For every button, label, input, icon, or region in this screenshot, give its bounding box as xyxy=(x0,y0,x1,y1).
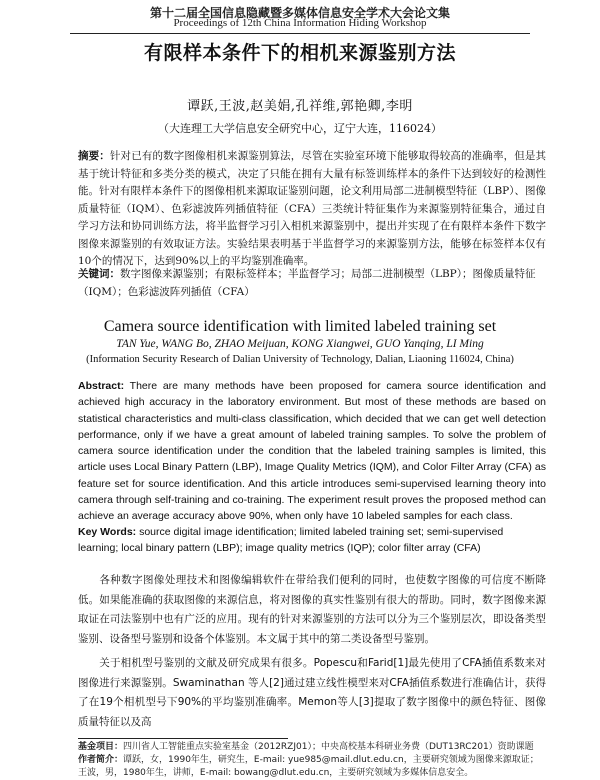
header-rule xyxy=(70,33,530,34)
abstract-en-text: There are many methods have been proposed for camera source identification and achieved high accuracy in the laboratory environment. But most of these methods are based on statistical characteristics and multi-class classification, which decided that we can get well detection performance, only if we have a great amount of labeled training samples. To solve the problem of camera source identification under the condition that the labeled training samples is limited, this article uses Local Binary Pattern (LBP), Image Quality Metrics (IQM), and Color Filter Array (CFA) as feature set for source identification. And this article introduces semi-supervised learning theory into camera through self-training and co-training. The experiment result proves the proposed method can achieve an average accuracy above 90%, when only have 10 labeled samples for each class. xyxy=(78,380,546,523)
keywords-cn-label: 关键词： xyxy=(78,268,120,280)
body-paragraph-2 xyxy=(78,654,546,732)
footnote-rule xyxy=(78,738,288,739)
footnote-author-label: 作者简介： xyxy=(78,755,124,765)
abstract-en-label: Abstract: xyxy=(78,380,125,392)
body-paragraph-1 xyxy=(78,571,546,649)
footnote-fund xyxy=(78,741,546,754)
footnote-fund-label: 基金项目： xyxy=(78,742,124,752)
running-header-en: Proceedings of 12th China Information Hiding Workshop xyxy=(173,17,427,29)
keywords-en-label: Key Words: xyxy=(78,526,137,538)
abstract-cn-label: 摘要： xyxy=(78,150,110,162)
paper-title-cn: 有限样本条件下的相机来源鉴别方法 xyxy=(143,42,456,64)
footnote-author-text: 谭跃，女，1990年生，研究生，E-mail: yue985@mail.dlut.edu.cn，主要研究领域为图像来源取证；王波，男，1980年生，讲师，E-mail: bowang@dlut.edu.cn，主要研究领域为多媒体信息安全。 xyxy=(78,755,539,778)
running-header-cn: 第十二届全国信息隐藏暨多媒体信息安全学术大会论文集 xyxy=(149,6,450,20)
body-paragraph-2-text: 关于相机型号鉴别的文献及研究成果有很多。Popescu和Farid[1]最先使用了CFA插值系数来对图像进行来源鉴别。Swaminathan 等人[2]通过建立线性模型来对CFA插值系数进行准确估计，获得了在19个相机型号下90%的平均鉴别准确率。Memon等人[3]提取了数字图像中的颜色特征、图像质量特征以及高 xyxy=(78,657,546,728)
affiliation-cn: （大连理工大学信息安全研究中心，辽宁大连，116024） xyxy=(158,122,442,135)
paper-title-en: Camera source identification with limited labeled training set xyxy=(103,318,497,335)
authors-cn: 谭跃,王波,赵美娟,孔祥维,郭艳卿,李明 xyxy=(187,99,413,114)
keywords-en xyxy=(78,524,546,557)
keywords-cn-text: 数字图像来源鉴别；有限标签样本；半监督学习；局部二进制模型（LBP）；图像质量特征（IQM）；色彩滤波阵列插值（CFA） xyxy=(78,268,536,298)
abstract-en xyxy=(78,378,546,525)
keywords-cn xyxy=(78,266,546,301)
authors-en: TAN Yue, WANG Bo, ZHAO Meijuan, KONG Xiangwei, GUO Yanqing, LI Ming xyxy=(116,338,484,350)
footnote xyxy=(78,741,546,780)
keywords-en-text: source digital image identification; limited labeled training set; semi-supervised learning; local binary pattern (LBP); image quality metrics (IQP); color filter array (CFA) xyxy=(78,526,504,555)
abstract-cn-text: 针对已有的数字图像相机来源鉴别算法，尽管在实验室环境下能够取得较高的准确率，但是其基于统计特征和多类分类的模式，决定了只能在拥有大量有标签训练样本的条件下达到较好的检测性能。针对有限样本条件下的图像相机来源取证鉴别问题，论文利用局部二进制模型特征（LBP）、图像质量特征（IQM）、色彩滤波阵列插值特征（CFA）三类统计特征集作为来源鉴别特征集合，通过自学习方法和协同训练方法，将半监督学习引入相机来源鉴别中，提出并实现了在有限样本条件下数字图像来源鉴别的有效取证方法。实验结果表明基于半监督学习的来源鉴别方法，能够在标签样本仅有10个的情况下，达到90%以上的平均鉴别准确率。 xyxy=(78,150,547,267)
body-paragraph-1-text: 各种数字图像处理技术和图像编辑软件在带给我们便利的同时，也使数字图像的可信度不断降低。如果能准确的获取图像的来源信息，将对图像的真实性鉴别有很大的帮助。同时，数字图像来源取证在司法鉴别中也有广泛的应用。现有的针对来源鉴别的方法可以分为三个鉴别层次，即设备类型鉴别、设备型号鉴别和设备个体鉴别。本文属于其中的第二类设备型号鉴别。 xyxy=(78,574,546,645)
footnote-fund-text: 四川省人工智能重点实验室基金（2012RZJ01）；中央高校基本科研业务费（DUT13RC201）资助课题 xyxy=(123,742,534,752)
footnote-author xyxy=(78,754,546,780)
abstract-cn xyxy=(78,148,546,271)
affiliation-en: (Information Security Research of Dalian University of Technology, Dalian, Liaoning 116024, China) xyxy=(86,354,514,365)
